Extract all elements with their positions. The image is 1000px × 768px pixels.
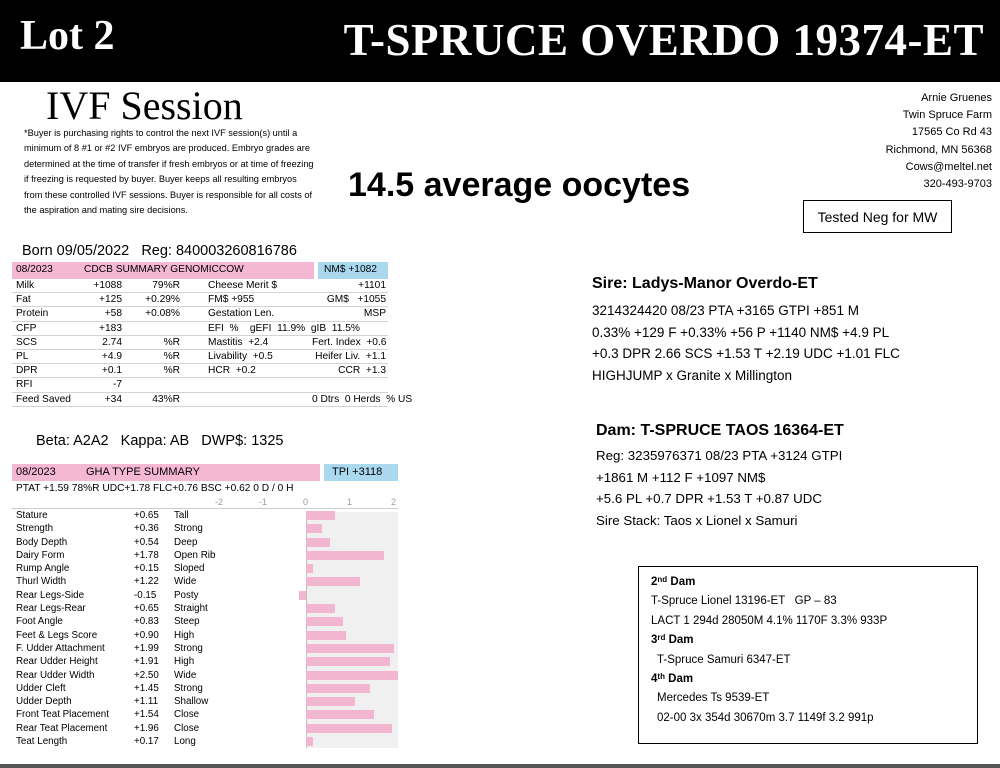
trait-value: +1.22 (134, 576, 159, 588)
trait-row (12, 682, 398, 695)
third-dam-name: T-Spruce Samuri 6347-ET (657, 653, 791, 666)
fourth-dam-heading: 4th Dam (651, 672, 694, 686)
cdcb-cell: +34 (104, 393, 122, 405)
trait-bar (306, 710, 374, 719)
cdcb-cell: CCR +1.3 (338, 365, 386, 377)
cdcb-cell: PL (16, 350, 29, 362)
sire-line: HIGHJUMP x Granite x Millington (592, 367, 793, 383)
sire-title: Sire: Ladys-Manor Overdo-ET (592, 275, 818, 292)
dam-line: Sire Stack: Taos x Lionel x Samuri (596, 512, 798, 528)
trait-row (12, 509, 398, 522)
trait-bar (306, 697, 355, 706)
gha-tpi-badge: TPI +3118 (332, 466, 383, 478)
second-dam-heading: 2nd Dam (651, 575, 696, 588)
cdcb-cell: Livability +0.5 (208, 350, 273, 362)
cdcb-cell: +1088 (93, 280, 122, 291)
cdcb-row (12, 350, 388, 364)
trait-bar (306, 631, 346, 640)
cdcb-cell: Protein (16, 308, 49, 320)
cdcb-title: CDCB SUMMARY GENOMICCOW (84, 264, 244, 275)
axis-tick-label: -2 (215, 497, 224, 507)
cdcb-cell: -7 (112, 379, 122, 391)
trait-value: +0.65 (134, 603, 159, 615)
axis-tick-label: 1 (347, 497, 353, 507)
trait-descriptor: Strong (174, 523, 203, 535)
cdcb-cell: Milk (16, 280, 35, 291)
trait-row (12, 549, 398, 562)
cdcb-date: 08/2023 (16, 264, 53, 275)
fourth-dam-record: 02-00 3x 354d 30670m 3.7 1149f 3.2 991p (657, 711, 874, 724)
trait-name: Rear Udder Width (16, 669, 95, 681)
cdcb-cell: Heifer Liv. +1.1 (315, 350, 386, 362)
owner-name: Arnie Gruenes (921, 92, 992, 104)
oocytes-headline: 14.5 average oocytes (348, 166, 691, 204)
dam-details (596, 445, 842, 531)
trait-value: +1.45 (134, 682, 159, 694)
trait-bar (306, 511, 335, 520)
cdcb-row (12, 378, 388, 392)
farm-phone: 320-493-9703 (923, 178, 992, 191)
trait-bar (306, 564, 313, 573)
trait-descriptor: High (174, 629, 195, 641)
trait-bar (306, 644, 394, 653)
trait-value: -0.15 (134, 589, 157, 601)
pedigree-box (638, 566, 978, 744)
trait-name: Udder Cleft (16, 682, 66, 694)
trait-descriptor: Shallow (174, 696, 209, 708)
trait-name: Teat Length (16, 736, 68, 748)
cdcb-summary-table (12, 262, 413, 407)
trait-value: +0.65 (134, 510, 159, 521)
second-dam-name: T-Spruce Lionel 13196-ET GP – 83 (651, 595, 837, 608)
trait-bar (306, 604, 335, 613)
trait-name: Front Teat Placement (16, 709, 109, 721)
bottom-border (0, 764, 1000, 768)
genetics-line: Beta: A2A2 Kappa: AB DWP$: 1325 (36, 433, 284, 449)
trait-bar (306, 617, 343, 626)
gha-title: GHA TYPE SUMMARY (86, 466, 200, 478)
trait-descriptor: Straight (174, 603, 208, 615)
trait-name: Rear Udder Height (16, 656, 98, 668)
trait-bar (306, 724, 392, 733)
second-dam-record: LACT 1 294d 28050M 4.1% 1170F 3.3% 933P (651, 614, 888, 627)
trait-name: Rear Legs-Side (16, 589, 85, 601)
cdcb-cell: +4.9 (101, 350, 122, 362)
trait-descriptor: Close (174, 709, 200, 721)
trait-value: +1.78 (134, 549, 159, 561)
lot-number: Lot 2 (20, 13, 115, 59)
trait-name: Stature (16, 510, 48, 521)
trait-descriptor: Close (174, 722, 200, 734)
trait-descriptor: Deep (174, 536, 198, 548)
birth-registration: Born 09/05/2022 Reg: 840003260816786 (22, 243, 297, 259)
trait-bar (306, 538, 330, 547)
trait-bar (299, 591, 306, 600)
trait-value: +0.15 (134, 563, 159, 575)
cdcb-row (12, 322, 388, 336)
cdcb-cell: Gestation Len. (208, 308, 275, 320)
trait-value: +0.90 (134, 629, 159, 641)
cdcb-cell: +1101 (358, 280, 386, 291)
trait-descriptor: Open Rib (174, 549, 216, 561)
farm-email: Cows@meltel.net (905, 160, 992, 173)
trait-descriptor: Steep (174, 616, 200, 628)
cdcb-cell: 43%R (152, 393, 180, 405)
trait-value: +1.54 (134, 709, 159, 721)
dam-line: +5.6 PL +0.7 DPR +1.53 T +0.87 UDC (596, 491, 822, 506)
axis-tick-label: -1 (259, 497, 268, 507)
sire-details (592, 300, 900, 386)
cdcb-cell: %R (163, 365, 180, 377)
animal-title: T-SPRUCE OVERDO 19374-ET (343, 15, 984, 65)
cdcb-row (12, 307, 388, 321)
cdcb-header (12, 262, 388, 279)
cdcb-cell: Feed Saved (16, 393, 71, 405)
trait-descriptor: Long (174, 736, 196, 748)
trait-value: +1.11 (134, 696, 159, 708)
cdcb-cell: Mastitis +2.4 (208, 336, 269, 348)
trait-row (12, 722, 398, 735)
cdcb-row (12, 393, 413, 407)
trait-row (12, 669, 398, 682)
trait-value: +1.91 (134, 656, 159, 668)
farm-name: Twin Spruce Farm (902, 109, 992, 122)
trait-row (12, 562, 398, 575)
header-banner (0, 0, 1000, 82)
trait-name: Rear Legs-Rear (16, 603, 86, 615)
trait-name: Rump Angle (16, 563, 70, 575)
trait-descriptor: Strong (174, 642, 203, 654)
dam-title: Dam: T-SPRUCE TAOS 16364-ET (596, 422, 844, 439)
trait-descriptor: Tall (174, 510, 189, 521)
cdcb-cell: +183 (99, 322, 122, 334)
trait-name: Dairy Form (16, 549, 65, 561)
trait-value: +2.50 (134, 669, 159, 681)
trait-name: Strength (16, 523, 54, 535)
mw-test-badge: Tested Neg for MW (803, 200, 952, 233)
ptat-text: PTAT +1.59 78%R UDC+1.78 FLC+0.76 BSC +0.62 0 D / 0 H (16, 483, 294, 494)
trait-bar (306, 551, 384, 560)
trait-value: +0.54 (134, 536, 159, 548)
cdcb-cell: SCS (16, 336, 37, 348)
cdcb-cell: %R (163, 350, 180, 362)
trait-row (12, 735, 398, 748)
trait-name: Rear Teat Placement (16, 722, 108, 734)
cdcb-cell: +0.1 (101, 365, 122, 377)
cdcb-cell: FM$ +955 (208, 294, 255, 306)
farm-address: 17565 Co Rd 43 (911, 126, 992, 139)
fourth-dam-name: Mercedes Ts 9539-ET (657, 692, 770, 705)
trait-descriptor: Strong (174, 682, 203, 694)
trait-descriptor: Posty (174, 589, 199, 601)
trait-bar (306, 684, 370, 693)
trait-row (12, 708, 398, 721)
third-dam-heading: 3rd Dam (651, 633, 694, 647)
trait-bar (306, 671, 398, 680)
trait-row (12, 602, 398, 615)
ivf-terms-note: *Buyer is purchasing rights to control the next IVF session(s) until a minimum of 8 #1 or #2 IVF embryos are produced. Embryo grades are determined at the time of transfer if fresh embryos or at time of freezing if freezing is requested by buyer. Buyer keeps all resulting embryos from these controlled IVF sessions. Buyer is responsible for all costs of the aspiration and mating sire decisions. (24, 128, 314, 216)
trait-bar (306, 657, 390, 666)
cdcb-cell: +58 (104, 308, 122, 320)
cdcb-cell: 0 Dtrs 0 Herds % US (312, 393, 413, 405)
trait-name: F. Udder Attachment (16, 642, 105, 654)
cdcb-cell: Cheese Merit $ (208, 280, 278, 291)
cdcb-row (12, 293, 388, 307)
trait-row (12, 655, 398, 668)
trait-bar (306, 524, 322, 533)
cdcb-row (12, 279, 388, 293)
trait-descriptor: Wide (174, 576, 197, 588)
cdcb-cell: +0.29% (145, 294, 180, 306)
cdcb-row (12, 336, 388, 350)
ivf-session-title: IVF Session (46, 83, 243, 128)
gha-type-summary (12, 464, 398, 748)
trait-value: +0.17 (134, 736, 159, 748)
trait-descriptor: Sloped (174, 563, 205, 575)
cdcb-cell: +0.08% (145, 308, 180, 320)
cdcb-cell: MSP (363, 308, 386, 320)
cdcb-cell: DPR (16, 365, 38, 377)
trait-row (12, 629, 398, 642)
trait-row (12, 575, 398, 588)
trait-row (12, 589, 398, 602)
trait-name: Feet & Legs Score (16, 629, 98, 641)
cdcb-row (12, 364, 388, 378)
trait-bar (306, 737, 313, 746)
cdcb-cell: Fert. Index +0.6 (312, 336, 387, 348)
trait-row (12, 695, 398, 708)
cdcb-cell: 2.74 (102, 336, 122, 348)
cdcb-cell: Fat (16, 294, 31, 306)
trait-name: Thurl Width (16, 576, 67, 588)
farm-contact (886, 90, 992, 193)
cdcb-nm-badge: NM$ +1082 (324, 264, 377, 275)
cdcb-cell: EFI % gEFI 11.9% gIB 11.5% (208, 322, 360, 334)
ptat-line (12, 481, 398, 497)
cdcb-cell: HCR +0.2 (208, 365, 256, 377)
trait-row (12, 522, 398, 535)
trait-name: Body Depth (16, 536, 68, 548)
cdcb-cell: %R (163, 336, 180, 348)
trait-name: Foot Angle (16, 616, 63, 628)
trait-row (12, 642, 398, 655)
trait-bar (306, 577, 360, 586)
trait-value: +1.96 (134, 722, 159, 734)
trait-value: +0.36 (134, 523, 159, 535)
cdcb-cell: RFI (16, 379, 33, 391)
sire-line: +0.3 DPR 2.66 SCS +1.53 T +2.19 UDC +1.01 FLC (592, 346, 900, 361)
cdcb-cell: CFP (16, 322, 37, 334)
axis-tick-label: 0 (303, 497, 309, 507)
cdcb-cell: GM$ +1055 (326, 294, 386, 306)
cdcb-cell: +125 (99, 294, 122, 306)
farm-city: Richmond, MN 56368 (885, 143, 992, 156)
sire-line: 3214324420 08/23 PTA +3165 GTPI +851 M (592, 303, 859, 318)
trait-row (12, 615, 398, 628)
axis-tick-label: 2 (391, 497, 397, 507)
dam-line: Reg: 3235976371 08/23 PTA +3124 GTPI (596, 448, 843, 463)
trait-value: +1.99 (134, 642, 159, 654)
trait-row (12, 536, 398, 549)
trait-name: Udder Depth (16, 696, 72, 708)
trait-value: +0.83 (134, 616, 159, 628)
trait-descriptor: Wide (174, 669, 197, 681)
sire-line: 0.33% +129 F +0.33% +56 P +1140 NM$ +4.9 PL (592, 324, 890, 340)
dam-line: +1861 M +112 F +1097 NM$ (596, 469, 766, 485)
cdcb-cell: 79%R (152, 280, 180, 291)
gha-date: 08/2023 (16, 466, 56, 478)
gha-header (12, 464, 398, 481)
trait-axis (12, 497, 398, 509)
trait-descriptor: High (174, 656, 195, 668)
